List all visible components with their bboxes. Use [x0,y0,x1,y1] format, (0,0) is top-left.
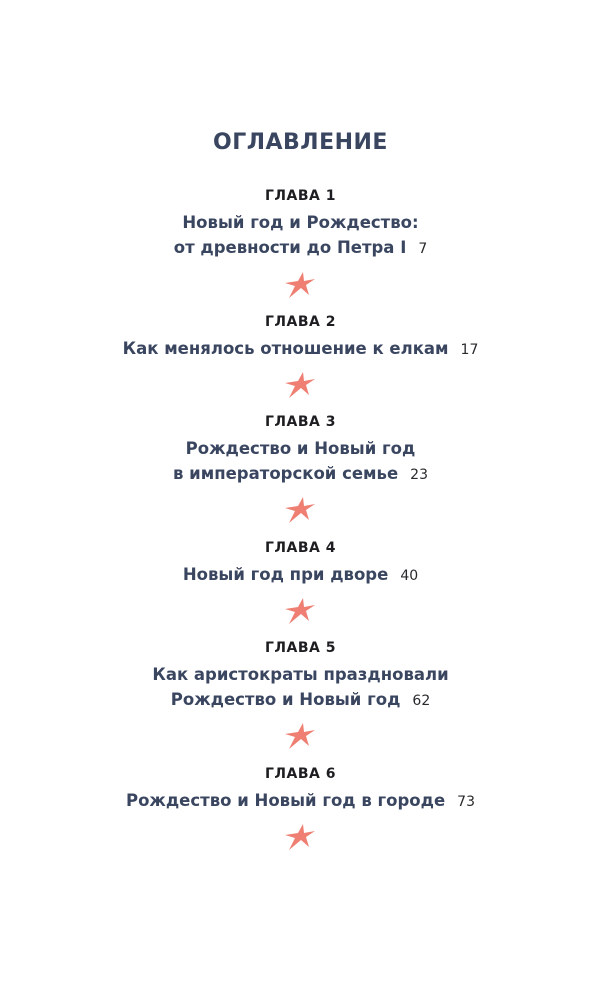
chapter-6[interactable] [0,764,601,815]
chapter-title-text: Новый год при дворе [182,565,389,584]
chapter-4[interactable] [0,538,601,589]
chapter-title-line: Новый год и Рождество: [182,213,419,232]
chapter-label: ГЛАВА 5 [264,640,336,656]
chapter-page-number: 23 [410,467,428,483]
chapter-label: ГЛАВА 3 [264,414,336,430]
page-title: ОГЛАВЛЕНИЕ [213,130,388,155]
chapter-page-number: 17 [460,342,479,358]
chapter-1[interactable] [0,186,601,262]
chapter-title-line-last [0,562,601,589]
chapter-label: ГЛАВА 1 [264,188,336,204]
chapter-title-line-last [0,235,601,262]
chapter-title-line-last [0,687,601,714]
star-icon [280,823,318,851]
star-icon [280,496,318,524]
chapter-title-line-last [0,788,601,815]
chapter-title-text: от древности до Петра I [173,238,407,257]
chapter-title-text: Рождество и Новый год [170,690,401,709]
chapter-label: ГЛАВА 2 [264,314,336,330]
star-icon [280,371,318,399]
chapter-page-number: 73 [457,794,475,810]
chapter-label: ГЛАВА 6 [264,766,336,782]
chapter-2[interactable] [0,312,601,363]
chapter-title-text: Рождество и Новый год в городе [125,791,446,810]
chapter-page-number: 7 [418,241,428,257]
star-icon [280,271,318,299]
star-icon [280,597,318,625]
chapter-title-line: Рождество и Новый год [185,439,416,458]
chapter-5[interactable] [0,638,601,714]
chapter-page-number: 40 [400,568,419,584]
chapter-title-line-last [0,461,601,488]
star-icon [280,722,318,750]
chapter-label: ГЛАВА 4 [264,540,336,556]
chapter-title-text: в императорской семье [172,464,399,483]
chapter-title-line: Как аристократы праздновали [152,665,449,684]
chapter-title-line-last [0,336,601,363]
chapter-title-text: Как менялось отношение к елкам [122,339,449,358]
chapter-3[interactable] [0,412,601,488]
chapter-page-number: 62 [412,693,431,709]
